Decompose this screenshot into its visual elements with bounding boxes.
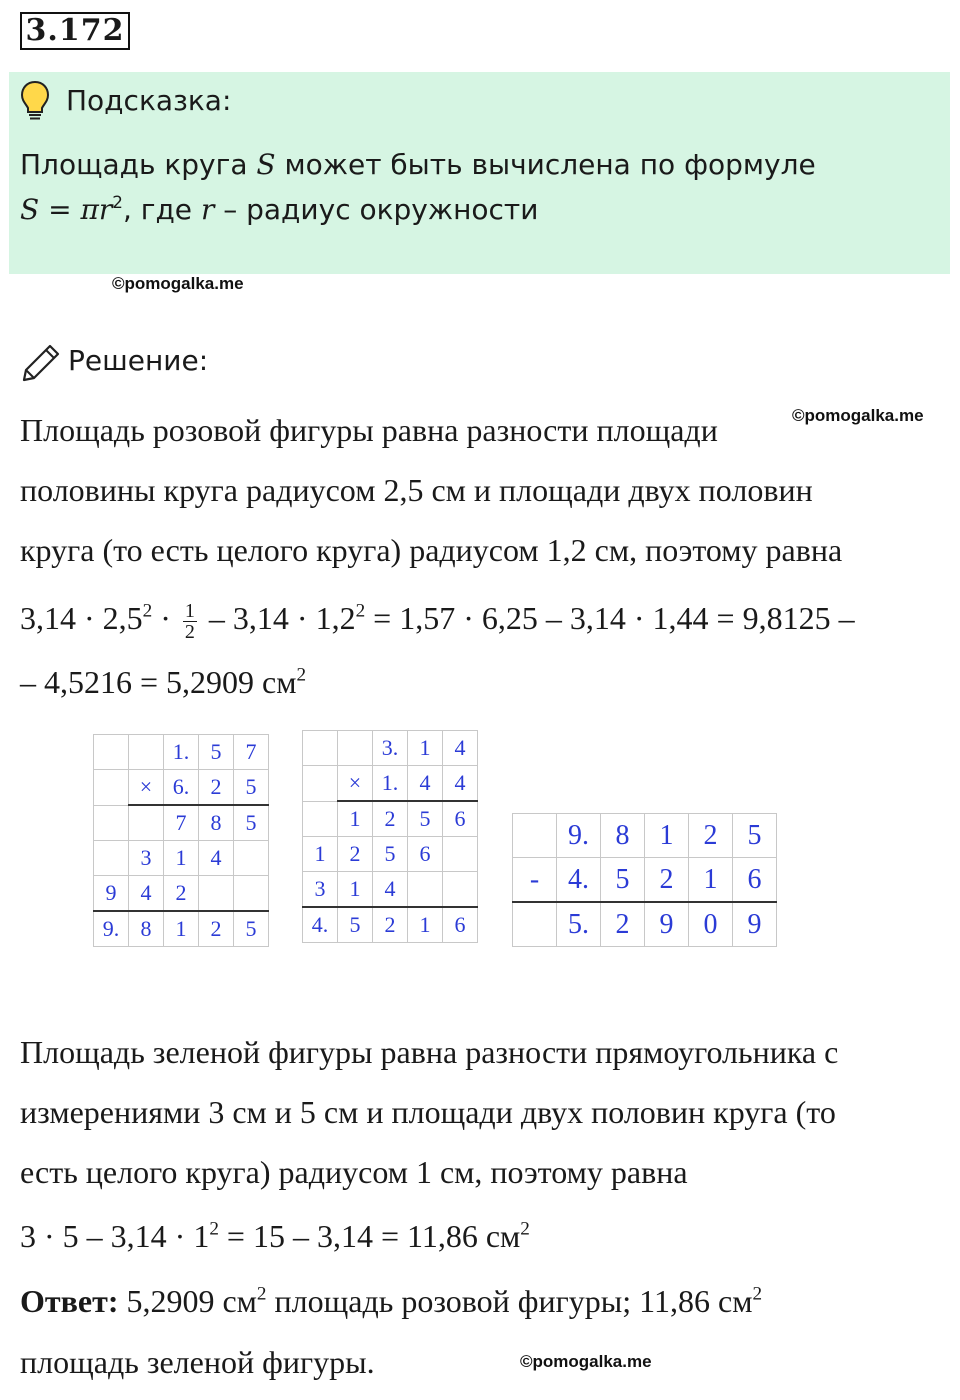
pencil-icon: [20, 342, 62, 384]
paragraph-line: есть целого круга) радиусом 1 см, поэтому равна: [20, 1154, 688, 1190]
watermark: ©pomogalka.me: [792, 406, 924, 425]
formula-line: – 4,5216 = 5,2909 $см^2$: [20, 664, 307, 700]
paragraph-line: круга (то есть целого круга) радиусом 1,2 см, поэтому равна: [20, 532, 843, 568]
paragraph-line: половины круга радиусом 2,5 см и площади двух половин: [20, 472, 813, 508]
formula-line: $3,14 \cdot 2,5^2$ · $\frac{1}{2}$ – $3,14 \cdot 1,2^2 = 1,57 \cdot 6,25 - 3,14 \cdot 1,44 = 9,8125$ –: [20, 600, 855, 644]
watermark: ©pomogalka.me: [520, 1352, 652, 1371]
answer-line: Ответ: 5,2909 $см^2$ площадь розовой фигуры; 11,86 $см^2$: [20, 1283, 763, 1319]
fraction-one-half: $\frac{1}{2}$: [184, 600, 195, 644]
watermark: ©pomogalka.me: [112, 274, 244, 293]
multiplication-table-1: 1. 5 7 × 6. 2 5 7 8 5 3 1 4 9 4 2 9. 8 1 2 5: [93, 734, 269, 947]
paragraph-line: Площадь зеленой фигуры равна разности прямоугольника с: [20, 1034, 839, 1070]
problem-number: 3.172: [20, 12, 130, 50]
hint-title: Подсказка:: [66, 84, 232, 117]
answer-label: Ответ:: [20, 1283, 119, 1319]
hint-line-1: Площадь круга S может быть вычислена по формуле: [20, 148, 816, 181]
answer-line-2: площадь зеленой фигуры.: [20, 1344, 375, 1380]
paragraph-line: измерениями 3 см и 5 см и площади двух половин круга (то: [20, 1094, 836, 1130]
hint-line-2: $S = \pi r^2$, где r – радиус окружности: [20, 192, 539, 226]
subtraction-table: 9. 8 1 2 5 - 4. 5 2 1 6 5. 2 9 0 9: [512, 813, 777, 947]
paragraph-line: Площадь розовой фигуры равна разности площади: [20, 412, 718, 448]
lightbulb-icon: [20, 80, 50, 122]
formula-line: $3 \cdot 5 - 3,14 \cdot 1^2 = 15 - 3,14 = 11,86$ $см^2$: [20, 1218, 530, 1254]
multiplication-table-2: 3. 1 4 × 1. 4 4 1 2 5 6 1 2 5 6 3 1 4 4. 5 2 1 6: [302, 730, 478, 943]
solution-title: Решение:: [68, 344, 209, 377]
